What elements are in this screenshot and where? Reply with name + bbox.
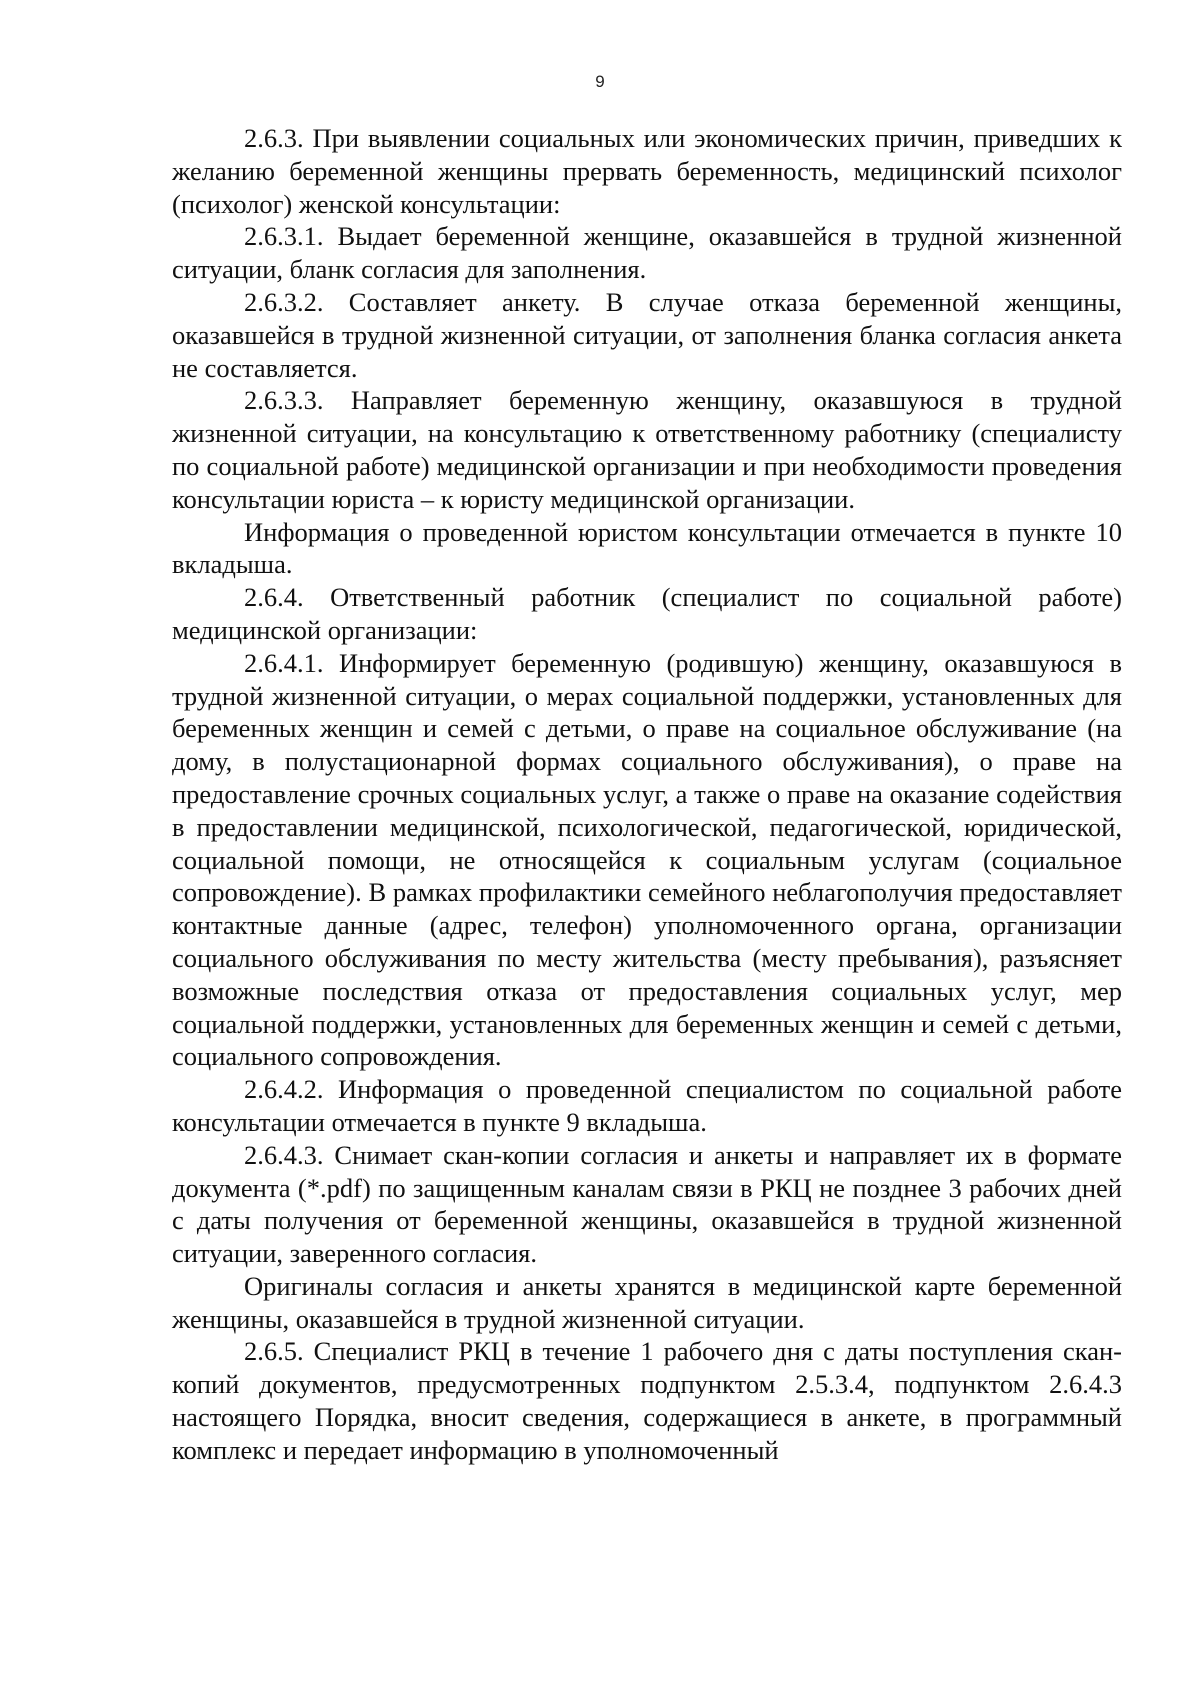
page-number: 9: [595, 72, 605, 91]
paragraph-originals: Оригиналы согласия и анкеты хранятся в медицинской карте беременной женщины, оказавшейся в трудной жизненной ситуации.: [172, 1270, 1122, 1334]
paragraph-lawyer-info: Информация о проведенной юристом консультации отмечается в пункте 10 вкладыша.: [172, 516, 1122, 580]
paragraph-2-6-3: 2.6.3. При выявлении социальных или экономических причин, приведших к желанию беременной женщины прервать беременность, медицинский психолог (психолог) женской консультации:: [172, 123, 1122, 219]
paragraph-2-6-4-3: 2.6.4.3. Снимает скан-копии согласия и анкеты и направляет их в формате документа (*.pdf) по защищенным каналам связи в РКЦ не позднее 3 рабочих дней с даты получения от беременной женщины, оказавшейся в трудной жизненной ситуации, заверенного согласия.: [172, 1139, 1122, 1269]
paragraph-2-6-3-1: 2.6.3.1. Выдает беременной женщине, оказавшейся в трудной жизненной ситуации, бланк согласия для заполнения.: [172, 221, 1122, 285]
paragraph-2-6-3-2: 2.6.3.2. Составляет анкету. В случае отказа беременной женщины, оказавшейся в трудной жизненной ситуации, от заполнения бланка согласия анкета не составляется.: [172, 286, 1122, 383]
paragraph-2-6-4-2: 2.6.4.2. Информация о проведенной специалистом по социальной работе консультации отмечается в пункте 9 вкладыша.: [172, 1074, 1122, 1137]
paragraph-2-6-4: 2.6.4. Ответственный работник (специалист по социальной работе) медицинской организации:: [172, 582, 1122, 645]
paragraph-2-6-3-3: 2.6.3.3. Направляет беременную женщину, оказавшуюся в трудной жизненной ситуации, на консультацию к ответственному работнику (специалисту по социальной работе) медицинской организации и при необходимости проведения консультации юриста – к юристу медицинской организации.: [172, 385, 1122, 514]
paragraph-2-6-4-1: 2.6.4.1. Информирует беременную (родившую) женщину, оказавшуюся в трудной жизненной ситуации, о мерах социальной поддержки, установленных для беременных женщин и семей с детьми, о праве на социальное обслуживание (на дому, в полустационарной формах социального обслуживания), о праве на предоставление срочных социальных услуг, а также о праве на оказание содействия в предоставлении медицинской, психологической, педагогической, юридической, социальной помощи, не относящейся к социальным услугам (социальное сопровождение). В рамках профилактики семейного неблагополучия предоставляет контактные данные (адрес, телефон) уполномоченного органа, организации социального обслуживания по месту жительства (месту пребывания), разъясняет возможные последствия отказа от предоставления социальных услуг, мер социальной поддержки, установленных для беременных женщин и семей с детьми, социального сопровождения.: [172, 647, 1122, 1072]
paragraph-2-6-5: 2.6.5. Специалист РКЦ в течение 1 рабочего дня с даты поступления скан-копий документов, предусмотренных подпунктом 2.5.3.4, подпунктом 2.6.4.3 настоящего Порядка, вносит сведения, содержащиеся в анкете, в программный комплекс и передает информацию в уполномоченный: [172, 1336, 1122, 1465]
document-body: [172, 122, 1122, 1467]
